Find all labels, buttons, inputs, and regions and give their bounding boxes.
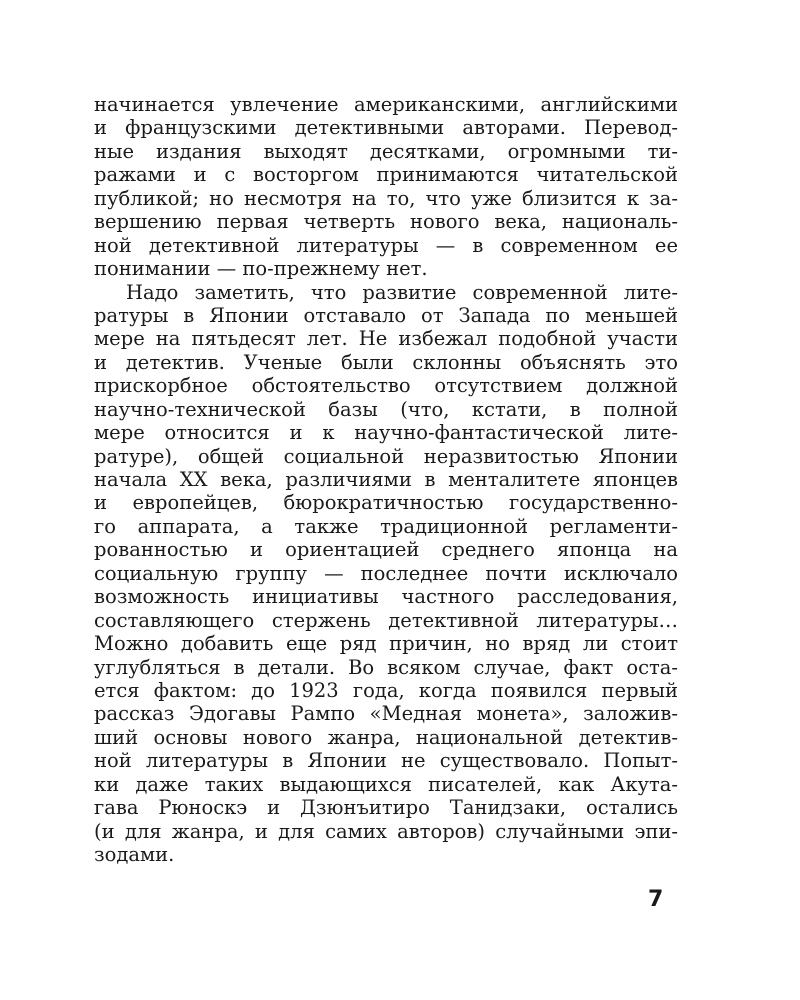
text-line: (и для жанра, и для самих авторов) случайными эпи- bbox=[94, 819, 678, 843]
text-line: и детектив. Ученые были склонны объяснять это bbox=[94, 350, 678, 374]
text-line: научно-технической базы (что, кстати, в полной bbox=[94, 397, 678, 421]
text-line: ные издания выходят десятками, огромными ти- bbox=[94, 139, 678, 163]
text-line: ражами и с восторгом принимаются читательской bbox=[94, 163, 678, 187]
text-line: и французскими детективными авторами. Перевод- bbox=[94, 116, 678, 140]
text-line: ший основы нового жанра, национальной детектив- bbox=[94, 725, 678, 749]
paragraph bbox=[94, 93, 678, 281]
text-line: мере на пятьдесят лет. Не избежал подобной участи bbox=[94, 327, 678, 351]
text-line: ратуры в Японии отставало от Запада по меньшей bbox=[94, 303, 678, 327]
text-line: понимании — по-прежнему нет. bbox=[94, 257, 428, 281]
text-line: возможность инициативы частного расследования, bbox=[94, 585, 678, 609]
body-text bbox=[94, 93, 678, 866]
text-line: зодами. bbox=[94, 843, 175, 866]
text-line: рованностью и ориентацией среднего японца на bbox=[94, 538, 678, 562]
page-number: 7 bbox=[648, 887, 664, 912]
paragraph bbox=[94, 281, 678, 867]
text-line: ратуре), общей социальной неразвитостью Японии bbox=[94, 444, 678, 468]
text-line: вершению первая четверть нового века, националь- bbox=[94, 210, 678, 234]
text-line: социальную группу — последнее почти исключало bbox=[94, 561, 678, 585]
text-line: го аппарата, а также традиционной регламенти- bbox=[94, 514, 678, 538]
text-line: гава Рюноскэ и Дзюнъитиро Танидзаки, остались bbox=[94, 796, 678, 820]
text-line: публикой; но несмотря на то, что уже близится к за- bbox=[94, 186, 678, 210]
text-line: углубляться в детали. Во всяком случае, факт оста- bbox=[94, 655, 678, 679]
text-line: начинается увлечение американскими, английскими bbox=[94, 93, 678, 116]
text-line: Надо заметить, что развитие современной лите- bbox=[126, 280, 678, 304]
text-line: составляющего стержень детективной литературы… bbox=[94, 608, 678, 632]
text-line: и европейцев, бюрократичностью государственно- bbox=[94, 491, 678, 515]
text-line: ной литературы в Японии не существовало. Попыт- bbox=[94, 749, 678, 773]
text-line: прискорбное обстоятельство отсутствием должной bbox=[94, 374, 678, 398]
text-line: мере относится и к научно-фантастической лите- bbox=[94, 421, 678, 445]
text-line: ется фактом: до 1923 года, когда появился первый bbox=[94, 678, 678, 702]
text-line: ки даже таких выдающихся писателей, как Акута- bbox=[94, 772, 678, 796]
text-line: рассказ Эдогавы Рампо «Медная монета», заложив- bbox=[94, 702, 678, 726]
text-line: Можно добавить еще ряд причин, но вряд ли стоит bbox=[94, 632, 678, 656]
text-line: ной детективной литературы — в современном ее bbox=[94, 233, 678, 257]
text-line: начала XX века, различиями в менталитете японцев bbox=[94, 468, 678, 491]
